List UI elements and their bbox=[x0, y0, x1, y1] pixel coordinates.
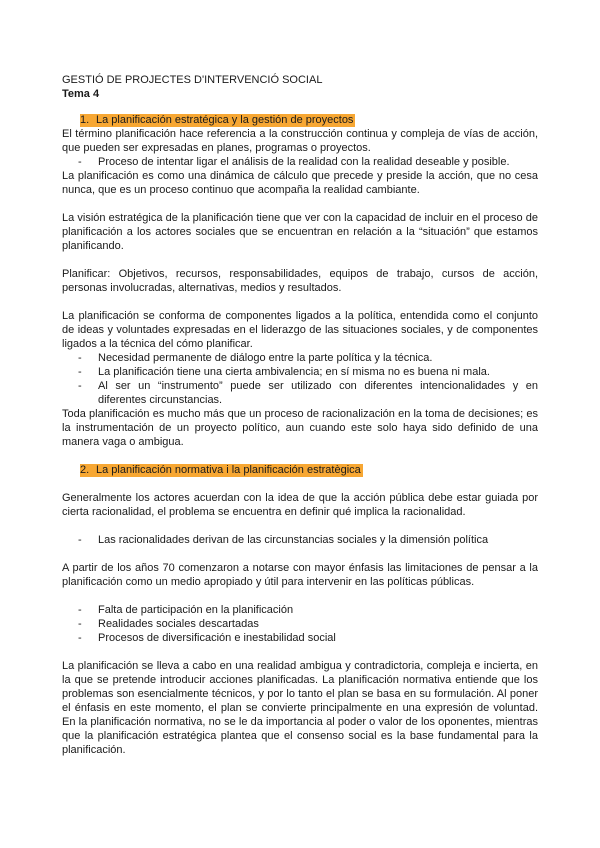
list-marker: - bbox=[78, 156, 82, 168]
spacer bbox=[62, 547, 538, 561]
list-item: - Falta de participación en la planificación bbox=[78, 604, 294, 616]
section1-paragraph-6: Toda planificación es mucho más que un proceso de racionalización en la toma de decisiones; es la instrumentación de un proyecto político, aun cuando este solo haya sido definido de una manera vaga o ambigua. bbox=[62, 408, 538, 448]
list-item: - La planificación tiene una cierta ambivalencia; en sí misma no es buena ni mala. bbox=[78, 366, 490, 378]
section2-list-1 bbox=[62, 533, 538, 547]
list-item: - Proceso de intentar ligar el análisis de la realidad con la realidad deseable y posible. bbox=[78, 156, 510, 168]
list-marker: - bbox=[78, 632, 82, 644]
section2-list-2 bbox=[62, 603, 538, 645]
section1-list-2 bbox=[62, 351, 538, 407]
spacer bbox=[62, 645, 538, 659]
list-marker: - bbox=[78, 604, 82, 616]
list-item: - Necesidad permanente de diálogo entre la parte política y la técnica. bbox=[78, 352, 433, 364]
list-item: - Procesos de diversificación e inestabilidad social bbox=[78, 632, 336, 644]
spacer bbox=[62, 477, 538, 491]
section2-number: 2. bbox=[80, 464, 90, 476]
section2-heading bbox=[62, 463, 538, 477]
section1-list-1 bbox=[62, 155, 538, 169]
section1-paragraph-5: La planificación se conforma de componentes ligados a la política, entendida como el conjunto de ideas y voluntades expresadas en el liderazgo de las situaciones sociales, y de componentes ligados a la técnica del cómo planificar. bbox=[62, 310, 538, 350]
section1-number: 1. bbox=[80, 114, 90, 126]
topic-label: Tema 4 bbox=[62, 88, 100, 100]
list-item: - Al ser un “instrumento” puede ser utilizado con diferentes intencionalidades y en diferentes circunstancias. bbox=[78, 380, 538, 406]
list-marker: - bbox=[78, 618, 82, 630]
document-content bbox=[62, 73, 538, 757]
list-marker: - bbox=[78, 534, 82, 546]
list-item: - Las racionalidades derivan de las circunstancias sociales y la dimensión política bbox=[78, 534, 489, 546]
spacer bbox=[62, 519, 538, 533]
spacer bbox=[62, 253, 538, 267]
section2-title: La planificación normativa i la planificación estratègica bbox=[96, 464, 361, 476]
section1-paragraph-4: Planificar: Objetivos, recursos, responsabilidades, equipos de trabajo, cursos de acción, personas involucradas, alternativas, medios y resultados. bbox=[62, 268, 538, 294]
spacer bbox=[62, 197, 538, 211]
section1-paragraph-1: El término planificación hace referencia a la construcción continua y compleja de vías de acción, que pueden ser expresadas en planes, programas o proyectos. bbox=[62, 128, 538, 154]
section1-heading bbox=[62, 113, 538, 127]
spacer bbox=[62, 589, 538, 603]
spacer bbox=[62, 295, 538, 309]
spacer bbox=[62, 101, 538, 113]
course-title: GESTIÓ DE PROJECTES D'INTERVENCIÓ SOCIAL bbox=[62, 74, 323, 86]
list-marker: - bbox=[78, 380, 82, 392]
list-marker: - bbox=[78, 352, 82, 364]
list-item: - Realidades sociales descartadas bbox=[78, 618, 259, 630]
spacer bbox=[62, 449, 538, 463]
section1-paragraph-2: La planificación es como una dinámica de cálculo que precede y preside la acción, que no cesa nunca, que es un proceso continuo que acompaña la realidad cambiante. bbox=[62, 170, 538, 196]
section1-paragraph-3: La visión estratégica de la planificación tiene que ver con la capacidad de incluir en el proceso de planificación a los actores sociales que se encuentran en relación a la “situación” que estamos planificando. bbox=[62, 212, 538, 252]
section1-title: La planificación estratégica y la gestión de proyectos bbox=[96, 114, 354, 126]
section2-paragraph-1: Generalmente los actores acuerdan con la idea de que la acción pública debe estar guiada por cierta racionalidad, el problema se encuentra en definir qué implica la racionalidad. bbox=[62, 492, 538, 518]
list-marker: - bbox=[78, 366, 82, 378]
section2-paragraph-3: La planificación se lleva a cabo en una realidad ambigua y contradictoria, compleja e incierta, en la que se pretende introducir acciones planificadas. La planificación normativa entiende que los problemas son esencialmente técnicos, y por lo tanto el plan se basa en su formulación. Al poner el énfasis en este momento, el plan se convierte principalmente en una expresión de voluntad. En la planificación normativa, no se le da importancia al poder o valor de los oponentes, mientras que la planificación estratégica plantea que el consenso social es la base fundamental para la planificación. bbox=[62, 660, 538, 756]
section2-paragraph-2: A partir de los años 70 comenzaron a notarse con mayor énfasis las limitaciones de pensar a la planificación como un medio apropiado y útil para intervenir en las políticas públicas. bbox=[62, 562, 538, 588]
